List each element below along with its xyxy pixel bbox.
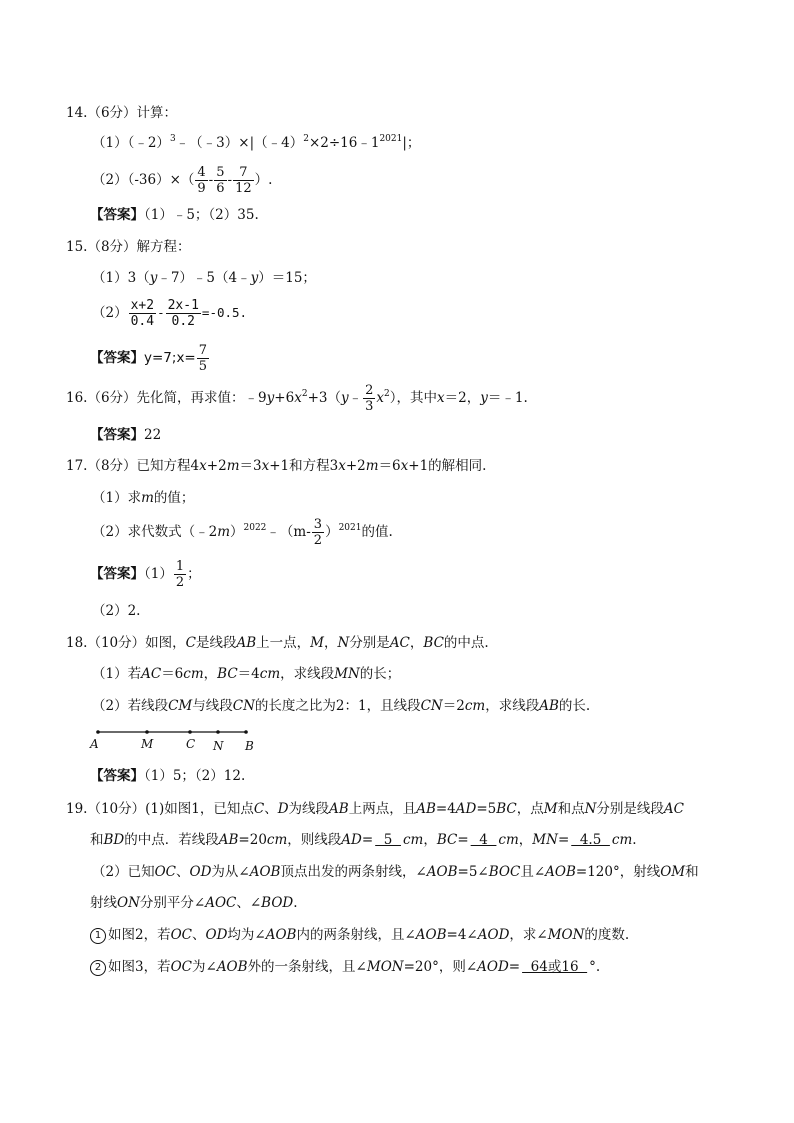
var: D: [277, 801, 289, 817]
label-n: N: [213, 739, 224, 753]
var: y: [340, 390, 349, 406]
answer-tag: 【答案】: [90, 768, 144, 784]
var: m: [141, 490, 154, 506]
t: -: [208, 172, 214, 188]
t: 的中点．若线段: [124, 832, 219, 848]
var: AB: [218, 832, 239, 848]
q14-title: 14.（6分）计算：: [66, 105, 178, 121]
denominator: 12: [235, 181, 252, 196]
numerator: 2: [365, 383, 374, 398]
t: +1的解相同.: [408, 458, 487, 474]
var: M: [310, 635, 324, 651]
t: （1）（﹣2）: [92, 135, 170, 151]
fraction: [233, 165, 254, 196]
t: 和: [90, 832, 104, 848]
exp: 2021: [338, 523, 362, 533]
t: -: [157, 305, 165, 320]
t: 外的一条射线，且∠: [247, 959, 367, 975]
fraction: [174, 559, 186, 590]
t: +3（: [307, 390, 341, 406]
t: +2: [206, 458, 227, 474]
fraction: [197, 343, 209, 374]
q14-answer: [90, 205, 259, 225]
exp: 3: [169, 134, 176, 144]
answer-text: （1）﹣5；（2）35.: [144, 207, 259, 223]
t: ＝6: [161, 666, 184, 682]
t: =4∠: [446, 927, 478, 943]
denominator: 5: [198, 359, 208, 374]
denominator: 3: [365, 399, 374, 414]
numerator: 3: [313, 517, 323, 532]
var: m: [365, 458, 379, 474]
q16-answer: [90, 425, 161, 445]
t: ＝﹣1.: [487, 390, 528, 406]
var: BC: [423, 635, 444, 651]
t: ，点: [516, 801, 544, 817]
t: 如图2，若: [108, 927, 171, 943]
t: =-0.5.: [201, 305, 248, 320]
var: y: [250, 270, 259, 286]
circled-number-icon: 1: [90, 928, 106, 944]
var: m: [217, 524, 230, 540]
fraction: [166, 298, 201, 329]
answer-text: （1）5；（2）12.: [144, 768, 246, 784]
answer-text: 22: [144, 427, 162, 443]
t: |；: [402, 135, 421, 151]
answer-text: y=7;x=: [144, 350, 196, 366]
var: OM: [660, 864, 686, 880]
t: 18.（10分）如图，: [66, 635, 186, 651]
var: AB: [539, 698, 559, 714]
var: AOD: [477, 927, 510, 943]
t: （2）求代数式（﹣2: [92, 524, 218, 540]
var: OC: [170, 927, 192, 943]
q16-question: [66, 380, 528, 416]
t: =: [508, 959, 521, 975]
t: 分别平分∠: [139, 895, 206, 911]
q18-question: [66, 633, 489, 653]
t: ），其中: [389, 390, 437, 406]
t: ﹣7）﹣5（4﹣: [157, 270, 251, 286]
var: AOC: [205, 895, 237, 911]
t: 的度数.: [584, 927, 630, 943]
q14-part2: [92, 163, 272, 197]
t: ）: [325, 524, 339, 540]
t: °.: [589, 959, 601, 975]
unit: cm: [498, 832, 519, 848]
q18-part1: [92, 664, 400, 684]
var: AOB: [545, 864, 576, 880]
var: BC: [496, 801, 517, 817]
t: 、: [192, 927, 206, 943]
exp: 2: [384, 389, 390, 399]
t: （2）已知: [92, 864, 155, 880]
t: 且∠: [520, 864, 546, 880]
var: AD: [341, 832, 362, 848]
denominator: 2: [313, 533, 323, 548]
var: y: [266, 390, 275, 406]
var: BC: [436, 832, 458, 848]
var: BC: [217, 666, 238, 682]
t: =20°，则∠: [403, 959, 478, 975]
var: BD: [103, 832, 125, 848]
t: =4: [435, 801, 456, 817]
t: 是线段: [196, 635, 237, 651]
var: OC: [154, 864, 176, 880]
var: AD: [455, 801, 477, 817]
var: MN: [334, 666, 360, 682]
denominator: 6: [216, 181, 225, 196]
exp: 2: [303, 134, 309, 144]
t: .: [632, 832, 637, 848]
q19-line5: [90, 925, 629, 945]
t: 的长.: [558, 698, 591, 714]
t: （2）若线段: [92, 698, 169, 714]
t: =5∠: [457, 864, 489, 880]
var: AB: [416, 801, 436, 817]
unit: cm: [183, 666, 204, 682]
t: =: [557, 832, 570, 848]
var: AC: [389, 635, 410, 651]
t: 分别是: [349, 635, 390, 651]
exp: 2021: [379, 134, 403, 144]
var: x: [338, 458, 346, 474]
q17-answer-part2: [92, 601, 140, 621]
t: ＝3: [239, 458, 262, 474]
t: ，: [423, 832, 437, 848]
unit: cm: [464, 698, 486, 714]
t: 为线段: [288, 801, 330, 817]
t: ，求线段: [485, 698, 540, 714]
point-c-dot: [188, 730, 192, 734]
exp: 2022: [243, 523, 267, 533]
numerator: 7: [233, 165, 254, 181]
t: 、: [176, 864, 190, 880]
filled-blank: 5: [375, 832, 401, 848]
point-b-dot: [244, 730, 248, 734]
t: 的中点.: [443, 635, 489, 651]
fraction: [363, 383, 375, 414]
t: （1）3（: [92, 270, 150, 286]
denominator: 9: [197, 181, 206, 196]
q19-line1: [66, 799, 684, 819]
var: M: [543, 801, 558, 817]
q17-part1: [92, 488, 194, 508]
var: BOC: [488, 864, 521, 880]
t: -: [227, 172, 233, 188]
t: 顶点出发的两条射线，∠: [280, 864, 427, 880]
filled-blank: 4: [470, 832, 497, 848]
t: =120°，射线: [575, 864, 661, 880]
q19-line4: [90, 893, 298, 913]
t: 的长度之比为2：1，且线段: [254, 698, 421, 714]
var: x: [400, 458, 409, 474]
var: MN: [532, 832, 558, 848]
var: OD: [205, 927, 228, 943]
answer-tag: 【答案】: [90, 427, 144, 443]
var: x: [261, 458, 270, 474]
t: ）.: [254, 172, 273, 188]
t: 19.（10分）(1)如图1，已知点: [66, 801, 254, 817]
var: ON: [117, 895, 140, 911]
t: 与线段: [192, 698, 233, 714]
t: -: [306, 524, 311, 540]
t: ，: [409, 635, 424, 651]
var: OD: [189, 864, 212, 880]
t: 上一点，: [256, 635, 311, 651]
var: OC: [170, 959, 192, 975]
var: AOB: [249, 864, 281, 880]
t: ，则线段: [287, 832, 342, 848]
q15-heading: [66, 237, 191, 257]
var: MON: [366, 959, 404, 975]
point-a-dot: [96, 730, 100, 734]
var: C: [253, 801, 265, 817]
q18-part2: [92, 696, 590, 716]
denominator: 2: [175, 575, 185, 590]
q19-line3: [92, 862, 699, 882]
var: m: [226, 458, 240, 474]
var: x: [199, 458, 207, 474]
var: AOB: [216, 959, 248, 975]
t: 、: [264, 801, 278, 817]
circled-number-icon: 2: [90, 960, 106, 976]
t: ＝2: [442, 698, 465, 714]
var: MON: [547, 927, 585, 943]
t: （1）求: [92, 490, 142, 506]
filled-blank: 4.5: [571, 832, 610, 848]
t: =5: [476, 801, 497, 817]
t: 射线: [90, 895, 117, 911]
t: ＝2，: [444, 390, 481, 406]
t: =20: [238, 832, 267, 848]
t: 、∠: [236, 895, 262, 911]
answer-text: （1）: [144, 566, 173, 582]
q15-answer: [90, 340, 210, 376]
var: AB: [236, 635, 257, 651]
var: CN: [232, 698, 255, 714]
var: CM: [168, 698, 193, 714]
var: x: [376, 390, 385, 406]
t: ，: [518, 832, 533, 848]
var: AOD: [477, 959, 509, 975]
t: 如图3，若: [108, 959, 171, 975]
t: ）＝15；: [258, 270, 316, 286]
segment-figure: [86, 722, 266, 756]
fraction: [129, 298, 156, 329]
q19-line6: [90, 957, 600, 977]
denominator: 0.2: [171, 314, 195, 329]
t: =: [361, 832, 374, 848]
var: m: [293, 524, 307, 540]
var: y: [149, 270, 158, 286]
t: ＝6: [378, 458, 401, 474]
t: ﹣（﹣3）×|（﹣4）: [175, 135, 304, 151]
t: ＝4: [237, 666, 260, 682]
q19-line2: [90, 830, 637, 850]
filled-blank: 64或16: [522, 959, 588, 975]
t: 的值.: [361, 524, 393, 540]
unit: cm: [259, 666, 281, 682]
var: AOB: [265, 927, 297, 943]
numerator: 4: [197, 165, 206, 180]
t: +2: [345, 458, 366, 474]
numerator: 1: [175, 559, 185, 574]
t: +1和方程3: [269, 458, 339, 474]
label-b: B: [245, 739, 254, 753]
t: ）: [230, 524, 244, 540]
numerator: x+2: [130, 298, 155, 313]
q17-answer: [90, 556, 201, 592]
t: .: [293, 895, 298, 911]
t: 16.（6分）先化简，再求值：﹣9: [66, 390, 267, 406]
t: 的值；: [153, 490, 195, 506]
fraction: [195, 165, 207, 196]
var: x: [294, 390, 302, 406]
unit: cm: [402, 832, 424, 848]
t: ，求∠: [509, 927, 548, 943]
var: C: [185, 635, 196, 651]
unit: cm: [611, 832, 633, 848]
q14-heading: [66, 103, 177, 123]
var: x: [437, 390, 445, 406]
point-n-dot: [216, 730, 220, 734]
t: =: [457, 832, 469, 848]
q15-part2: [92, 295, 247, 331]
t: 均为∠: [227, 927, 266, 943]
answer-tag: 【答案】: [90, 566, 144, 582]
var: y: [480, 390, 488, 406]
t: 内的两条射线，且∠: [296, 927, 416, 943]
fraction: [214, 165, 226, 196]
var: AC: [663, 801, 685, 817]
t: ﹣（: [266, 524, 294, 540]
var: AOB: [415, 927, 447, 943]
var: AC: [141, 666, 162, 682]
t: +6: [274, 390, 295, 406]
t: 和: [685, 864, 699, 880]
var: CN: [420, 698, 443, 714]
numerator: 7: [198, 343, 208, 358]
label-m: M: [141, 737, 154, 751]
answer-text: ；: [187, 566, 201, 582]
answer-tag: 【答案】: [90, 350, 144, 366]
var: AOB: [426, 864, 458, 880]
t: ﹣: [348, 390, 363, 406]
t: （2）（-36）×（: [92, 172, 195, 188]
t: 分别是线段: [596, 801, 664, 817]
q15-part1: [92, 268, 316, 288]
var: N: [337, 635, 350, 651]
t: 为从∠: [211, 864, 250, 880]
t: 为∠: [192, 959, 217, 975]
numerator: 2x-1: [167, 298, 199, 313]
t: 和点: [557, 801, 585, 817]
q15-title: 15.（8分）解方程：: [66, 239, 191, 255]
q18-answer: [90, 766, 245, 786]
answer-text: （2）2.: [92, 603, 141, 619]
var: BOD: [261, 895, 294, 911]
t: （2）: [92, 305, 128, 321]
exp: 2: [301, 389, 308, 399]
fraction: [312, 517, 324, 548]
t: ，: [324, 635, 338, 651]
unit: cm: [266, 832, 288, 848]
q14-part1: [92, 133, 420, 153]
t: 上两点，且: [348, 801, 417, 817]
numerator: 5: [216, 165, 225, 180]
t: ，: [203, 666, 218, 682]
t: ×2÷16﹣1: [308, 135, 380, 151]
var: AB: [329, 801, 349, 817]
q17-question: [66, 456, 486, 476]
q17-part2: [92, 514, 393, 550]
t: 17.（8分）已知方程4: [66, 458, 200, 474]
t: 的长；: [359, 666, 401, 682]
t: ，求线段: [280, 666, 335, 682]
t: （1）若: [92, 666, 142, 682]
denominator: 0.4: [130, 314, 155, 329]
point-m-dot: [145, 730, 149, 734]
answer-tag: 【答案】: [90, 207, 144, 223]
label-c: C: [186, 737, 196, 751]
var: N: [584, 801, 597, 817]
label-a: A: [90, 737, 99, 751]
